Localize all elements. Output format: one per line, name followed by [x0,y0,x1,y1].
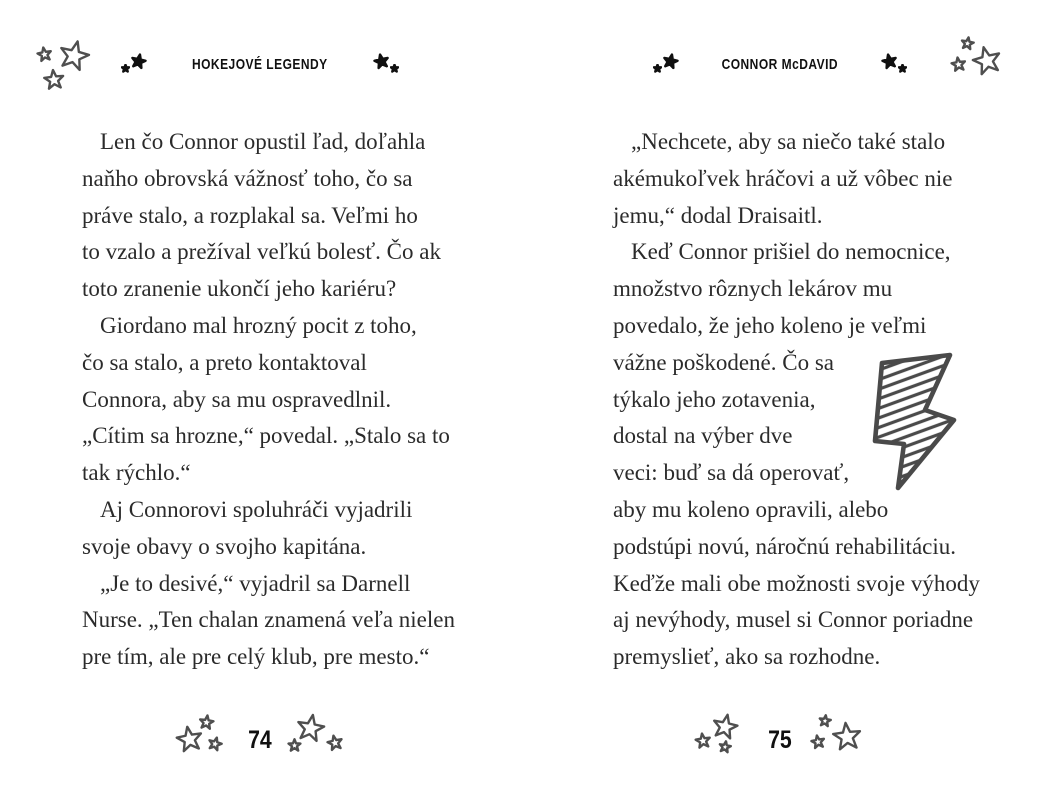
page-footer [520,712,1040,764]
text-line: Connora, aby sa mu ospravedlnil. [82,386,392,412]
text-line: premyslieť, ako sa rozhodne. [613,644,881,670]
text-line: dostal na výber dve [613,423,793,449]
star-icon [693,731,713,751]
text-line: akémukoľvek hráčovi a už vôbec nie [613,165,953,191]
header-stars-right [879,52,907,76]
footer-stars-left [694,712,754,764]
text-line: aby mu koleno opravili, alebo [613,496,889,522]
text-line: naňho obrovská vážnosť toho, čo sa [82,165,413,191]
text-line: vážne poškodené. Čo sa [613,349,834,375]
chapter-header [0,52,520,76]
text-line: „Cítim sa hrozne,“ povedal. „Stalo sa to [82,423,450,449]
star-icon [828,718,865,755]
text-line: Len čo Connor opustil ľad, doľahla [100,129,426,154]
star-icon [879,51,899,71]
star-icon [172,722,208,758]
text-line: Giordano mal hrozný pocit z toho, [100,312,417,338]
text-line: to vzalo a prežíval veľkú bolesť. Čo ak [82,239,441,265]
text-line: čo sa stalo, a preto kontaktoval [82,349,367,375]
page-right [520,0,1040,800]
page-text [82,124,512,676]
text-line: jemu,“ dodal Draisaitl. [613,202,823,228]
page-number: 74 [248,726,272,754]
text-line: množstvo rôznych lekárov mu [613,276,893,302]
text-line: veci: buď sa dá operovať, [613,460,850,486]
text-line: tak rýchlo.“ [82,460,191,486]
text-line: podstúpi novú, náročnú rehabilitáciu. [613,533,957,559]
footer-stars-right [806,712,866,764]
star-icon [809,733,828,752]
footer-stars-left [174,712,234,764]
star-icon [661,51,681,71]
star-icon [287,738,302,753]
footer-stars-right [286,712,346,764]
page-number: 75 [768,726,792,754]
text-line: Aj Connorovi spoluhráči vyjadrili [100,496,413,522]
text-line: týkalo jeho zotavenia, [613,386,816,412]
text-line: Nurse. „Ten chalan znamená veľa nielen [82,607,455,633]
star-icon [129,51,149,71]
page-footer [0,712,520,764]
star-icon [390,64,399,73]
chapter-title: CONNOR McDAVID [721,55,839,73]
chapter-header [520,52,1040,76]
header-stars-left [653,52,681,76]
star-icon [898,64,907,73]
text-line: „Nechcete, aby sa niečo také stalo [631,129,946,154]
text-line: Keďže mali obe možnosti svoje výhody [613,570,980,596]
star-icon [324,732,345,753]
text-line: práve stalo, a rozplakal sa. Veľmi ho [82,202,418,228]
header-stars-left [121,52,149,76]
text-line: svoje obavy o svojho kapitána. [82,533,367,559]
text-line: povedalo, že jeho koleno je veľmi [613,312,927,338]
text-line: Keď Connor prišiel do nemocnice, [631,239,951,265]
lightning-bolt-icon [868,350,962,496]
text-line: pre tím, ale pre celý klub, pre mesto.“ [82,644,430,670]
star-icon [371,51,391,71]
header-stars-right [371,52,399,76]
star-icon [205,734,225,754]
text-line: aj nevýhody, musel si Connor poriadne [613,607,974,633]
text-line: toto zranenie ukončí jeho kariéru? [82,276,397,302]
text-line: „Je to desivé,“ vyjadril sa Darnell [100,570,411,596]
star-icon [717,739,733,755]
chapter-title: HOKEJOVÉ LEGENDY [192,55,328,73]
